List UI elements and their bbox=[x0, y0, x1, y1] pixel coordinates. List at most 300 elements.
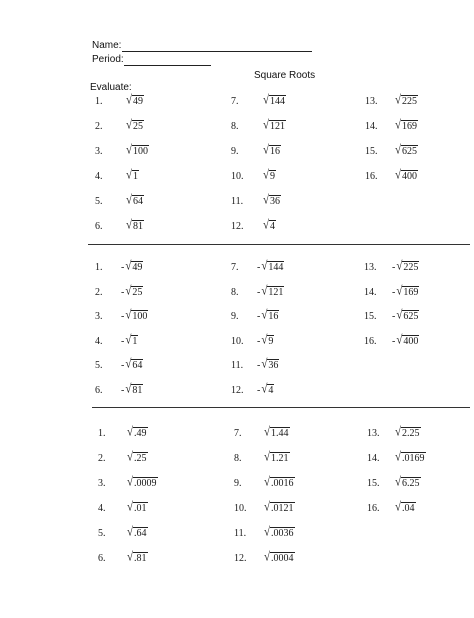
radical-expression bbox=[395, 145, 418, 157]
radical-expression bbox=[127, 452, 148, 464]
problem-number: 1. bbox=[95, 96, 103, 107]
problem-number: 6. bbox=[95, 221, 103, 232]
radical-icon: √ bbox=[395, 500, 402, 514]
square-root bbox=[126, 120, 144, 132]
radical-icon: √ bbox=[126, 168, 133, 182]
problem-item bbox=[95, 332, 138, 347]
square-root bbox=[261, 332, 274, 347]
radical-expression bbox=[395, 502, 416, 514]
radicand: 625 bbox=[402, 146, 418, 157]
problem-number: 1. bbox=[98, 428, 106, 439]
negative-sign: - bbox=[257, 384, 261, 396]
problem-number: 3. bbox=[98, 478, 106, 489]
radical-icon: √ bbox=[263, 218, 270, 232]
problem-number: 7. bbox=[231, 262, 239, 273]
radical-expression bbox=[263, 220, 276, 232]
square-root bbox=[125, 310, 148, 322]
problem-item bbox=[98, 525, 147, 539]
problem-number: 9. bbox=[234, 478, 242, 489]
problem-item bbox=[231, 218, 276, 232]
radicand: 1 bbox=[132, 335, 138, 347]
square-root bbox=[263, 120, 286, 132]
negative-sign: - bbox=[257, 360, 261, 371]
radical-expression bbox=[257, 310, 279, 322]
problem-item bbox=[98, 550, 147, 564]
radical-expression bbox=[263, 195, 281, 207]
negative-sign: - bbox=[257, 286, 261, 298]
problem-number: 7. bbox=[234, 428, 242, 439]
problem-item bbox=[234, 425, 289, 439]
radicand: .0169 bbox=[402, 453, 425, 464]
problem-item bbox=[365, 143, 418, 157]
radical-expression bbox=[257, 261, 284, 273]
radicand: 144 bbox=[268, 262, 284, 273]
problem-number: 12. bbox=[231, 384, 244, 396]
radical-expression bbox=[126, 145, 149, 157]
problem-item bbox=[234, 550, 294, 564]
problem-number: 16. bbox=[364, 335, 377, 347]
radicand: 49 bbox=[132, 262, 143, 273]
square-root bbox=[395, 452, 426, 464]
radicand: 4 bbox=[270, 221, 276, 232]
negative-sign: - bbox=[121, 286, 125, 298]
problem-number: 10. bbox=[231, 171, 244, 182]
problem-number: 7. bbox=[231, 96, 239, 107]
radicand: 16 bbox=[268, 311, 279, 322]
radicand: .0016 bbox=[271, 478, 294, 489]
negative-sign: - bbox=[257, 335, 261, 347]
square-root bbox=[126, 220, 144, 232]
evaluate-label: Evaluate: bbox=[90, 82, 132, 93]
radicand: 1.44 bbox=[271, 428, 289, 439]
radical-expression bbox=[127, 552, 148, 564]
problem-number: 16. bbox=[367, 503, 380, 514]
square-root bbox=[125, 359, 143, 371]
radical-expression bbox=[263, 95, 286, 107]
square-root bbox=[126, 195, 144, 207]
problem-item bbox=[364, 332, 419, 347]
radicand: 49 bbox=[133, 96, 144, 107]
square-root bbox=[126, 95, 144, 107]
square-root bbox=[127, 552, 148, 564]
radical-icon: √ bbox=[125, 332, 132, 347]
problem-number: 11. bbox=[234, 528, 247, 539]
negative-sign: - bbox=[257, 262, 261, 273]
radicand: 9 bbox=[268, 335, 274, 347]
radicand: .0121 bbox=[271, 503, 294, 514]
radicand: .25 bbox=[134, 453, 147, 464]
radical-icon: √ bbox=[127, 500, 134, 514]
radical-icon: √ bbox=[261, 308, 268, 322]
radicand: 169 bbox=[402, 121, 418, 132]
radical-icon: √ bbox=[395, 93, 402, 107]
problem-item bbox=[234, 475, 294, 489]
problem-item bbox=[98, 425, 147, 439]
radicand: 36 bbox=[270, 196, 281, 207]
radical-expression bbox=[264, 502, 295, 514]
square-root bbox=[125, 283, 143, 298]
radical-icon: √ bbox=[126, 143, 133, 157]
square-root bbox=[264, 502, 295, 514]
problem-item bbox=[365, 93, 418, 107]
radical-icon: √ bbox=[263, 193, 270, 207]
square-root bbox=[396, 283, 419, 298]
problem-number: 15. bbox=[364, 311, 377, 322]
radical-expression bbox=[392, 261, 419, 273]
radical-icon: √ bbox=[261, 283, 268, 298]
radicand: 25 bbox=[133, 121, 144, 132]
problem-item bbox=[367, 425, 420, 439]
radical-expression bbox=[121, 381, 143, 396]
problem-item bbox=[95, 218, 144, 232]
radicand: 225 bbox=[403, 262, 419, 273]
negative-sign: - bbox=[392, 311, 396, 322]
problem-item bbox=[95, 168, 139, 182]
negative-sign: - bbox=[121, 262, 125, 273]
problem-item bbox=[95, 357, 143, 371]
square-root bbox=[127, 477, 158, 489]
problem-number: 15. bbox=[367, 478, 380, 489]
radicand: 1.21 bbox=[271, 453, 289, 464]
problem-item bbox=[367, 450, 425, 464]
radical-icon: √ bbox=[395, 425, 402, 439]
radical-icon: √ bbox=[395, 143, 402, 157]
problem-number: 4. bbox=[95, 335, 103, 347]
problem-item bbox=[95, 193, 144, 207]
radical-expression bbox=[121, 359, 143, 371]
problem-item bbox=[231, 143, 281, 157]
name-blank-line[interactable] bbox=[122, 51, 312, 52]
radicand: 100 bbox=[132, 311, 148, 322]
radicand: 144 bbox=[270, 96, 286, 107]
problem-item bbox=[367, 500, 415, 514]
page-title: Square Roots bbox=[254, 70, 316, 81]
square-root bbox=[125, 381, 143, 396]
radical-icon: √ bbox=[395, 168, 402, 182]
square-root bbox=[264, 477, 295, 489]
problem-number: 5. bbox=[98, 528, 106, 539]
radicand: 6.25 bbox=[402, 478, 420, 489]
radical-icon: √ bbox=[127, 525, 134, 539]
square-root bbox=[126, 170, 139, 182]
problem-item bbox=[231, 283, 284, 298]
radicand: 16 bbox=[270, 146, 281, 157]
problem-number: 3. bbox=[95, 311, 103, 322]
radicand: 2.25 bbox=[402, 428, 420, 439]
problem-number: 1. bbox=[95, 262, 103, 273]
radical-icon: √ bbox=[396, 308, 403, 322]
radicand: 400 bbox=[403, 335, 419, 347]
problem-number: 8. bbox=[231, 286, 239, 298]
radical-expression bbox=[395, 120, 418, 132]
problem-number: 12. bbox=[231, 221, 244, 232]
problem-item bbox=[95, 259, 143, 273]
radical-icon: √ bbox=[261, 357, 268, 371]
radical-icon: √ bbox=[126, 218, 133, 232]
radicand: .81 bbox=[134, 553, 147, 564]
problem-item bbox=[231, 332, 274, 347]
square-root bbox=[395, 145, 418, 157]
radical-expression bbox=[121, 283, 143, 298]
radicand: 64 bbox=[133, 196, 144, 207]
problem-item bbox=[95, 381, 143, 396]
problem-number: 10. bbox=[231, 335, 244, 347]
radical-icon: √ bbox=[125, 259, 132, 273]
radicand: 81 bbox=[133, 221, 144, 232]
radical-icon: √ bbox=[261, 332, 268, 347]
problem-item bbox=[231, 308, 279, 322]
radicand: 121 bbox=[268, 286, 284, 298]
radicand: 25 bbox=[132, 286, 143, 298]
negative-sign: - bbox=[121, 335, 125, 347]
radical-expression bbox=[257, 359, 279, 371]
square-root bbox=[263, 195, 281, 207]
square-root bbox=[125, 332, 138, 347]
square-root bbox=[261, 359, 279, 371]
square-root bbox=[396, 261, 419, 273]
radical-expression bbox=[395, 427, 421, 439]
radical-icon: √ bbox=[264, 500, 271, 514]
radical-expression bbox=[392, 332, 419, 347]
radicand: 225 bbox=[402, 96, 418, 107]
square-root bbox=[127, 527, 148, 539]
problem-number: 2. bbox=[95, 286, 103, 298]
square-root bbox=[263, 95, 286, 107]
square-root bbox=[396, 332, 419, 347]
problem-item bbox=[95, 283, 143, 298]
radicand: 625 bbox=[403, 311, 419, 322]
problem-item bbox=[364, 308, 419, 322]
radical-icon: √ bbox=[264, 550, 271, 564]
square-root bbox=[395, 170, 418, 182]
radical-expression bbox=[264, 477, 295, 489]
problem-number: 13. bbox=[364, 262, 377, 273]
radical-icon: √ bbox=[126, 193, 133, 207]
square-root bbox=[264, 552, 295, 564]
problem-item bbox=[95, 93, 144, 107]
negative-sign: - bbox=[121, 384, 125, 396]
radicand: .49 bbox=[134, 428, 147, 439]
radical-expression bbox=[392, 283, 419, 298]
problem-item bbox=[234, 525, 294, 539]
square-root bbox=[264, 427, 290, 439]
problem-number: 4. bbox=[95, 171, 103, 182]
radical-icon: √ bbox=[127, 425, 134, 439]
square-root bbox=[127, 502, 148, 514]
problem-number: 5. bbox=[95, 196, 103, 207]
radical-expression bbox=[263, 120, 286, 132]
problem-item bbox=[364, 259, 419, 273]
problem-item bbox=[365, 168, 418, 182]
radical-expression bbox=[121, 332, 138, 347]
problem-number: 3. bbox=[95, 146, 103, 157]
square-root bbox=[395, 120, 418, 132]
square-root bbox=[126, 145, 149, 157]
problem-number: 10. bbox=[234, 503, 247, 514]
problem-item bbox=[231, 357, 279, 371]
radical-expression bbox=[126, 170, 139, 182]
radical-icon: √ bbox=[264, 425, 271, 439]
problem-number: 4. bbox=[98, 503, 106, 514]
radical-icon: √ bbox=[264, 450, 271, 464]
problem-number: 14. bbox=[365, 121, 378, 132]
radical-expression bbox=[395, 95, 418, 107]
radical-icon: √ bbox=[125, 283, 132, 298]
radical-icon: √ bbox=[125, 308, 132, 322]
radical-expression bbox=[126, 120, 144, 132]
radicand: 4 bbox=[268, 384, 274, 396]
problem-item bbox=[364, 283, 419, 298]
radical-expression bbox=[121, 310, 148, 322]
radical-expression bbox=[121, 261, 143, 273]
period-blank-line[interactable] bbox=[124, 65, 211, 66]
radical-icon: √ bbox=[263, 93, 270, 107]
negative-sign: - bbox=[392, 335, 396, 347]
radical-expression bbox=[264, 527, 295, 539]
square-root bbox=[395, 95, 418, 107]
period-label: Period: bbox=[92, 54, 124, 65]
problem-number: 2. bbox=[95, 121, 103, 132]
square-root bbox=[261, 283, 284, 298]
radical-expression bbox=[127, 527, 148, 539]
radicand: 1 bbox=[133, 171, 139, 182]
problem-number: 11. bbox=[231, 360, 244, 371]
problem-item bbox=[231, 93, 286, 107]
problem-number: 15. bbox=[365, 146, 378, 157]
radical-expression bbox=[263, 170, 276, 182]
problem-item bbox=[98, 450, 147, 464]
radical-icon: √ bbox=[264, 525, 271, 539]
radical-icon: √ bbox=[125, 381, 132, 396]
radical-expression bbox=[263, 145, 281, 157]
radical-icon: √ bbox=[261, 259, 268, 273]
radical-icon: √ bbox=[396, 283, 403, 298]
radicand: 64 bbox=[132, 360, 143, 371]
problem-item bbox=[95, 308, 148, 322]
radical-icon: √ bbox=[395, 475, 402, 489]
problem-number: 8. bbox=[231, 121, 239, 132]
problem-item bbox=[98, 500, 147, 514]
negative-sign: - bbox=[392, 262, 396, 273]
problem-item bbox=[231, 259, 284, 273]
radical-icon: √ bbox=[127, 550, 134, 564]
radical-expression bbox=[126, 95, 144, 107]
radicand: .04 bbox=[402, 503, 415, 514]
radical-expression bbox=[127, 427, 148, 439]
problem-number: 8. bbox=[234, 453, 242, 464]
problem-item bbox=[231, 193, 281, 207]
radical-expression bbox=[392, 310, 419, 322]
radicand: 9 bbox=[270, 171, 276, 182]
problem-number: 16. bbox=[365, 171, 378, 182]
radical-expression bbox=[395, 452, 426, 464]
name-label: Name: bbox=[92, 40, 122, 51]
square-root bbox=[263, 145, 281, 157]
radicand: 169 bbox=[403, 286, 419, 298]
radicand: .0004 bbox=[271, 553, 294, 564]
radicand: .01 bbox=[134, 503, 147, 514]
negative-sign: - bbox=[121, 311, 125, 322]
radical-expression bbox=[264, 552, 295, 564]
square-root bbox=[395, 477, 421, 489]
radicand: .0009 bbox=[134, 478, 157, 489]
radical-expression bbox=[264, 452, 290, 464]
problem-number: 14. bbox=[364, 286, 377, 298]
radical-icon: √ bbox=[396, 259, 403, 273]
problem-number: 14. bbox=[367, 453, 380, 464]
square-root bbox=[395, 427, 421, 439]
radical-icon: √ bbox=[127, 475, 134, 489]
radical-expression bbox=[257, 381, 274, 396]
square-root bbox=[125, 261, 143, 273]
radical-expression bbox=[126, 195, 144, 207]
problem-number: 2. bbox=[98, 453, 106, 464]
negative-sign: - bbox=[121, 360, 125, 371]
problem-item bbox=[234, 500, 294, 514]
radical-icon: √ bbox=[396, 332, 403, 347]
square-root bbox=[261, 261, 284, 273]
problem-number: 13. bbox=[367, 428, 380, 439]
problem-item bbox=[95, 143, 149, 157]
problem-item bbox=[231, 168, 276, 182]
problem-number: 5. bbox=[95, 360, 103, 371]
problem-number: 9. bbox=[231, 146, 239, 157]
radicand: 100 bbox=[133, 146, 149, 157]
radical-expression bbox=[126, 220, 144, 232]
negative-sign: - bbox=[392, 286, 396, 298]
radical-icon: √ bbox=[127, 450, 134, 464]
problem-item bbox=[231, 118, 286, 132]
negative-sign: - bbox=[257, 311, 261, 322]
problem-item bbox=[231, 381, 274, 396]
problem-number: 13. bbox=[365, 96, 378, 107]
problem-number: 12. bbox=[234, 553, 247, 564]
radical-expression bbox=[127, 502, 148, 514]
radicand: .0036 bbox=[271, 528, 294, 539]
problem-item bbox=[367, 475, 420, 489]
square-root bbox=[127, 427, 148, 439]
problem-item bbox=[365, 118, 418, 132]
radicand: .64 bbox=[134, 528, 147, 539]
square-root bbox=[395, 502, 416, 514]
problem-item bbox=[98, 475, 157, 489]
square-root bbox=[396, 310, 419, 322]
problem-item bbox=[95, 118, 144, 132]
radical-icon: √ bbox=[263, 118, 270, 132]
problem-item bbox=[234, 450, 289, 464]
section-divider-2 bbox=[92, 407, 470, 408]
problem-number: 11. bbox=[231, 196, 244, 207]
square-root bbox=[261, 310, 279, 322]
radical-icon: √ bbox=[263, 168, 270, 182]
radical-icon: √ bbox=[261, 381, 268, 396]
radicand: 36 bbox=[268, 360, 279, 371]
radicand: 400 bbox=[402, 171, 418, 182]
square-root bbox=[263, 220, 276, 232]
square-root bbox=[264, 452, 290, 464]
radical-icon: √ bbox=[125, 357, 132, 371]
problem-number: 6. bbox=[95, 384, 103, 396]
radical-icon: √ bbox=[126, 118, 133, 132]
square-root bbox=[264, 527, 295, 539]
radical-expression bbox=[264, 427, 290, 439]
problem-number: 6. bbox=[98, 553, 106, 564]
section-divider-1 bbox=[88, 244, 470, 245]
radicand: 81 bbox=[132, 384, 143, 396]
radical-expression bbox=[257, 283, 284, 298]
square-root bbox=[263, 170, 276, 182]
radical-expression bbox=[395, 170, 418, 182]
